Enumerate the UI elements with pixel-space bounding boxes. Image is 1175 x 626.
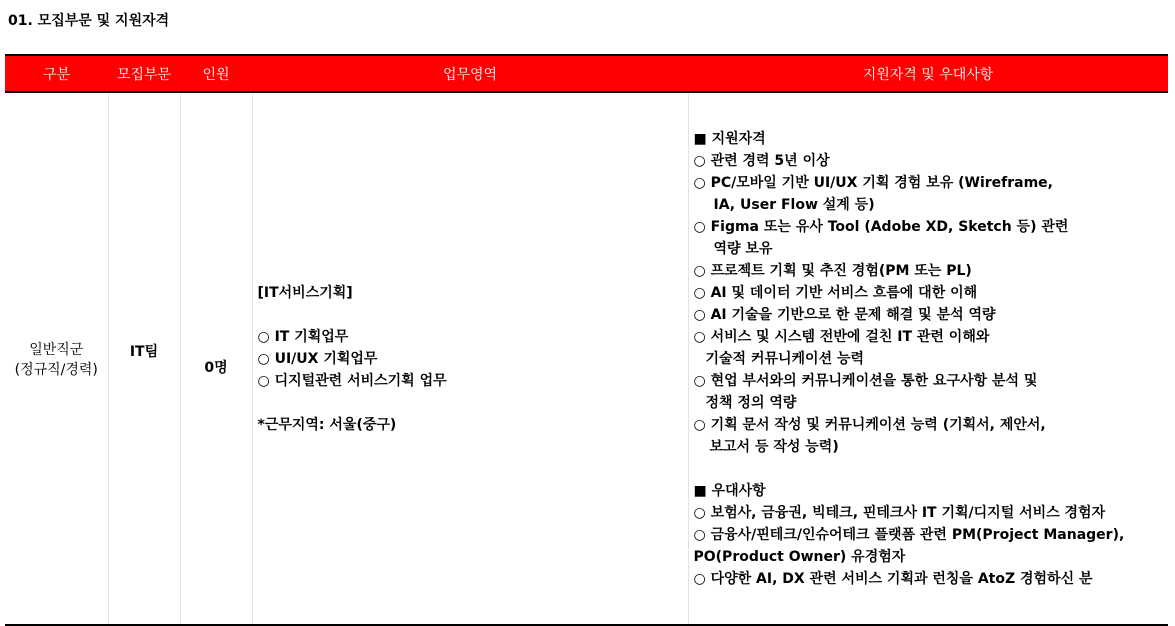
qualification-line: 기술적 커뮤니케이션 능력: [705, 350, 865, 367]
qualification-line: ○ AI 기술을 기반으로 한 문제 해결 및 분석 역량: [693, 306, 996, 323]
header-headcount: 인원: [180, 55, 252, 92]
qualification-line: 역량 보유: [713, 240, 773, 257]
duties-title: [IT서비스기획]: [257, 284, 353, 301]
category-line2: (정규직/경력): [14, 361, 98, 378]
qualification-line: 정책 정의 역량: [705, 394, 797, 411]
preferences-title: ■ 우대사항: [693, 482, 766, 499]
duty-item: ○ UI/UX 기획업무: [257, 350, 378, 367]
work-location: *근무지역: 서울(중구): [257, 416, 397, 433]
qualification-line: ○ Figma 또는 유사 Tool (Adobe XD, Sketch 등) 관련: [693, 218, 1069, 235]
qualifications-title: ■ 지원자격: [693, 130, 766, 147]
qualification-line: IA, User Flow 설계 등): [713, 196, 875, 213]
headcount-cell: 0명: [180, 92, 252, 625]
qualifications-cell: [688, 92, 1168, 625]
preference-line: ○ 보험사, 금융권, 빅테크, 핀테크사 IT 기획/디지털 서비스 경험자: [693, 504, 1106, 521]
header-qualifications: 지원자격 및 우대사항: [688, 55, 1168, 92]
header-category: 구분: [5, 55, 108, 92]
duties-cell: [252, 92, 688, 625]
qualification-line: 보고서 등 작성 능력): [709, 438, 839, 455]
qualification-line: ○ PC/모바일 기반 UI/UX 기획 경험 보유 (Wireframe,: [693, 174, 1053, 191]
duty-item: ○ IT 기획업무: [257, 328, 349, 345]
qualification-line: ○ 관련 경력 5년 이상: [693, 152, 830, 169]
qualification-line: ○ 현업 부서와의 커뮤니케이션을 통한 요구사항 분석 및: [693, 372, 1038, 389]
table-row: [5, 92, 1168, 625]
preference-line: ○ 금융사/핀테크/인슈어테크 플랫폼 관련 PM(Project Manager),: [693, 526, 1125, 543]
header-duties: 업무영역: [252, 55, 688, 92]
department-cell: IT팀: [108, 92, 180, 625]
duty-item: ○ 디지털관련 서비스기획 업무: [257, 372, 447, 389]
table-header-row: [5, 55, 1168, 92]
qualification-line: ○ 프로젝트 기획 및 추진 경험(PM 또는 PL): [693, 262, 972, 279]
qualification-line: ○ 기획 문서 작성 및 커뮤니케이션 능력 (기획서, 제안서,: [693, 416, 1046, 433]
section-title: 01. 모집부문 및 지원자격: [8, 13, 170, 29]
qualification-line: ○ AI 및 데이터 기반 서비스 흐름에 대한 이해: [693, 284, 978, 301]
preference-line: ○ 다양한 AI, DX 관련 서비스 기획과 런칭을 AtoZ 경험하신 분: [693, 570, 1093, 587]
category-cell: [5, 92, 108, 625]
category-line1: 일반직군: [29, 341, 84, 358]
header-department: 모집부문: [108, 55, 180, 92]
preference-line: PO(Product Owner) 유경험자: [693, 548, 906, 565]
qualification-line: ○ 서비스 및 시스템 전반에 걸친 IT 관련 이해와: [693, 328, 990, 345]
recruitment-table: [5, 54, 1168, 626]
